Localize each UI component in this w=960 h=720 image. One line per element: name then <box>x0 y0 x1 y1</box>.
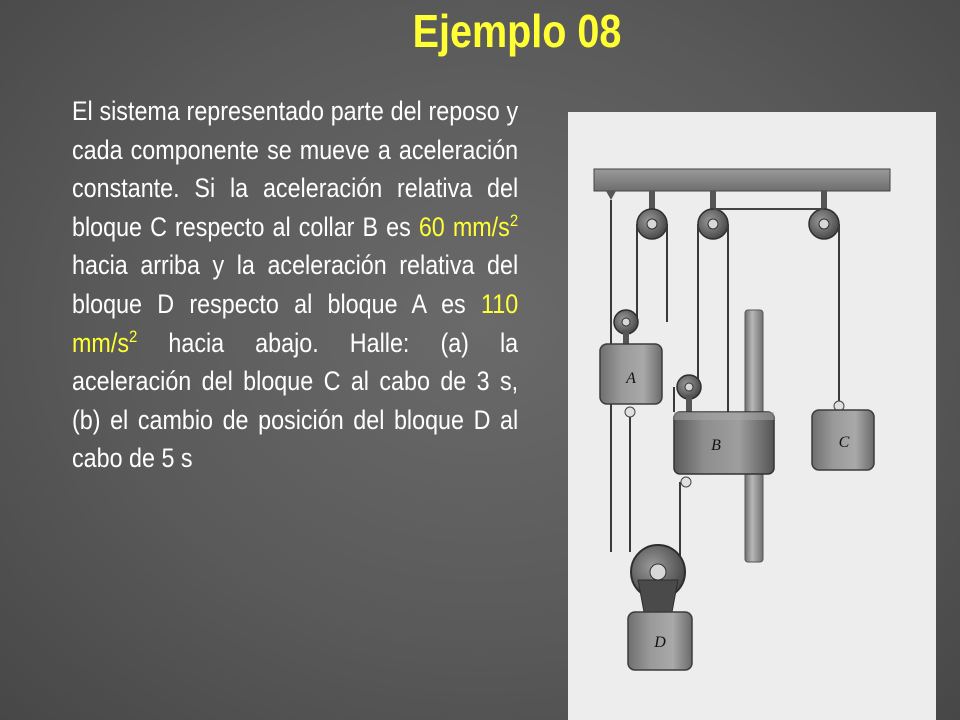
collar-b-label: B <box>711 437 721 454</box>
value-1-number: 60 mm/s <box>418 211 510 242</box>
problem-text-part-3: hacia abajo. Halle: (a) la aceleración del bloque C al cabo de 3 s, (b) el cambio de posición del bloque D al cabo de 5 s <box>72 327 519 474</box>
block-c-label: C <box>838 434 850 451</box>
pulley-system-diagram <box>568 112 936 720</box>
block-d-pulley <box>631 545 685 612</box>
value-2-number: 110 mm/s <box>72 288 519 358</box>
relative-acceleration-c-value <box>419 212 518 242</box>
block-a <box>600 344 662 417</box>
block-c <box>812 401 874 470</box>
ceiling-support <box>594 169 890 200</box>
block-a-pulley <box>614 310 638 344</box>
collar-b-pulley <box>677 375 701 415</box>
problem-statement <box>72 92 518 478</box>
value-1-exponent: 2 <box>509 210 519 230</box>
value-2-exponent: 2 <box>128 326 138 346</box>
block-d-label: D <box>654 634 666 651</box>
block-a-label: A <box>626 370 636 387</box>
pulley-system-figure <box>568 112 936 720</box>
problem-text-part-2: hacia arriba y la aceleración relativa del bloque D respecto al bloque A es <box>72 250 519 319</box>
problem-text-part-1: El sistema representado parte del reposo y cada componente se mueve a aceleración constante. Si la aceleración relativa del bloque C respecto al collar B es <box>72 96 519 242</box>
slide-title: Ejemplo 08 <box>412 5 622 57</box>
block-d <box>628 612 692 670</box>
